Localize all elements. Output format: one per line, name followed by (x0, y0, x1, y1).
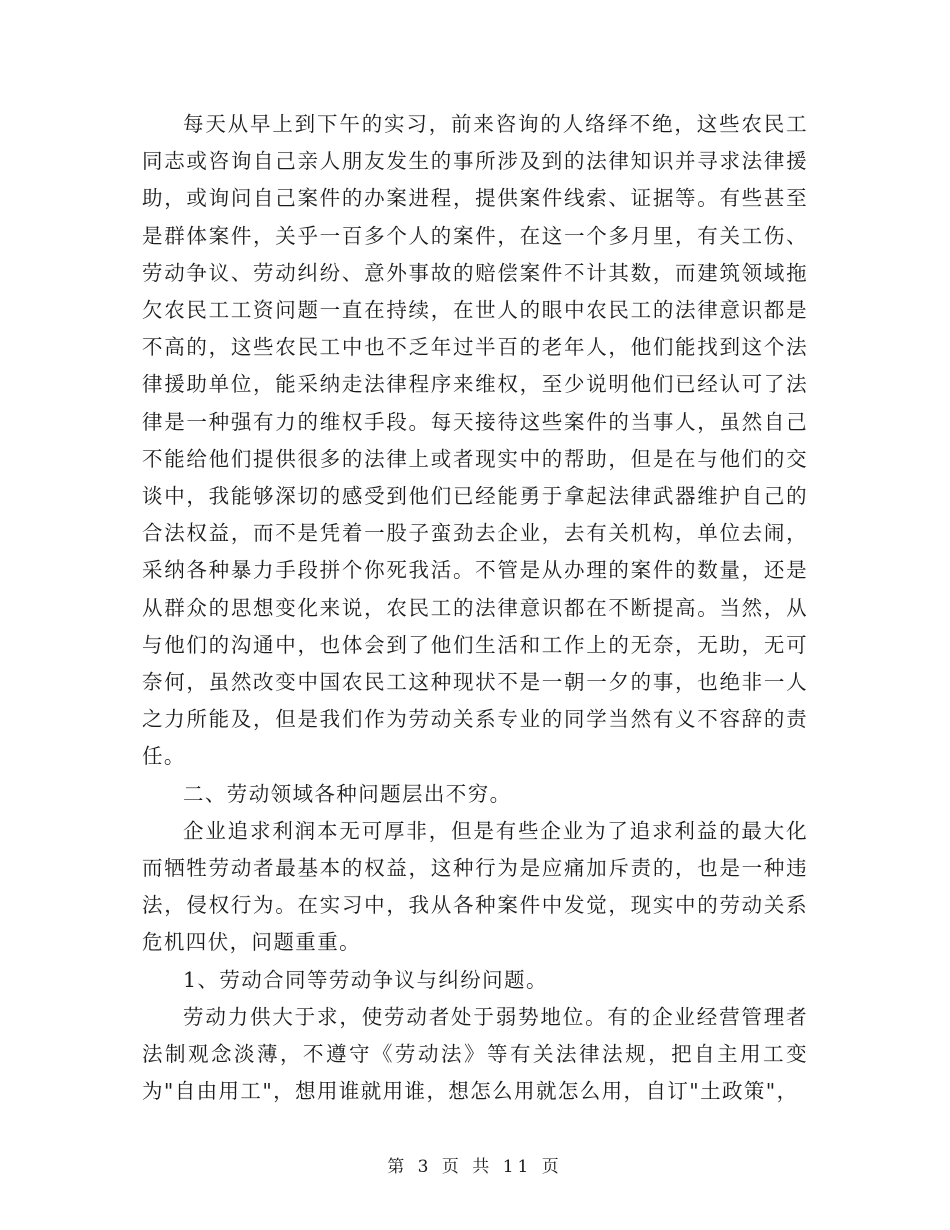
paragraph-enterprise-profit: 企业追求利润本无可厚非，但是有些企业为了追求利益的最大化而牺牲劳动者最基本的权益，这种行为是应痛加斥责的，也是一种违法，侵权行为。在实习中，我从各种案件中发觉，现实中的劳动关系危机四伏，问题重重。 (142, 818, 808, 955)
paragraph-labor-supply: 劳动力供大于求，使劳动者处于弱势地位。有的企业经营管理者法制观念淡薄，不遵守《劳动法》等有关法律法规，把自主用工变为"自由用工"，想用谁就用谁，想怎么用就怎么用，自订"土政策"， (142, 1004, 808, 1104)
subheading-labor-contract: 1、劳动合同等劳动争议与纠纷问题。 (183, 967, 548, 992)
paragraph-internship-experience: 每天从早上到下午的实习，前来咨询的人络绎不绝，这些农民工同志或咨询自己亲人朋友发生的事所涉及到的法律知识并寻求法律援助，或询问自己案件的办案进程，提供案件线索、证据等。有些甚至是群体案件，关乎一百多个人的案件，在这一个多月里，有关工伤、劳动争议、劳动纠纷、意外事故的赔偿案件不计其数，而建筑领域拖欠农民工工资问题一直在持续，在世人的眼中农民工的法律意识都是不高的，这些农民工中也不乏年过半百的老年人，他们能找到这个法律援助单位，能采纳走法律程序来维权，至少说明他们已经认可了法律是一种强有力的维权手段。每天接待这些案件的当事人，虽然自己不能给他们提供很多的法律上或者现实中的帮助，但是在与他们的交谈中，我能够深切的感受到他们已经能勇于拿起法律武器维护自己的合法权益，而不是凭着一股子蛮劲去企业，去有关机构，单位去闹，采纳各种暴力手段拼个你死我活。不管是从办理的案件的数量，还是从群众的思想变化来说，农民工的法律意识都在不断提高。当然，从与他们的沟通中，也体会到了他们生活和工作上的无奈，无助，无可奈何，虽然改变中国农民工这种现状不是一朝一夕的事，也绝非一人之力所能及，但是我们作为劳动关系专业的同学当然有义不容辞的责任。 (142, 112, 808, 769)
section-heading-labor-problems: 二、劳动领域各种问题层出不穷。 (183, 781, 512, 806)
document-body (142, 106, 808, 1110)
page-number-footer: 第 3 页 共 11 页 (387, 1157, 563, 1177)
